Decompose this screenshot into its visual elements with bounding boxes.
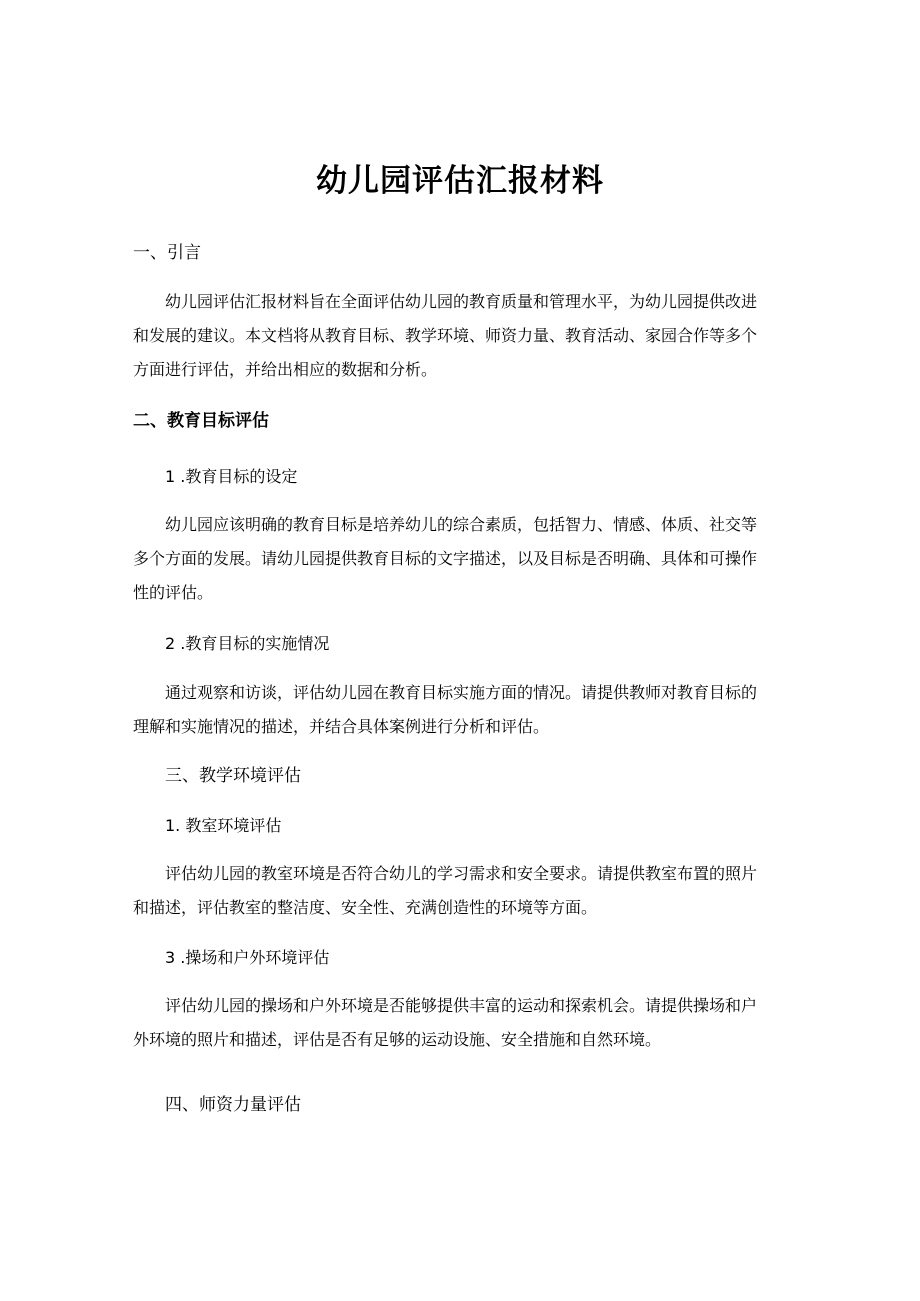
subheading-goal-setting: 1 .教育目标的设定	[165, 467, 298, 486]
paragraph-line: 幼儿园评估汇报材料旨在全面评估幼儿园的教育质量和管理水平，为幼儿园提供改进	[165, 292, 758, 311]
subheading-outdoor-environment: 3 .操场和户外环境评估	[165, 948, 330, 967]
paragraph-goal-implementation	[133, 676, 793, 744]
section-heading-education-goals: 二、教育目标评估	[133, 411, 269, 431]
paragraph-line: 外环境的照片和描述，评估是否有足够的运动设施、安全措施和自然环境。	[133, 1030, 662, 1049]
paragraph-introduction	[133, 285, 793, 387]
paragraph-line: 性的评估。	[133, 583, 214, 602]
paragraph-line: 和描述，评估教室的整洁度、安全性、充满创造性的环境等方面。	[133, 898, 598, 917]
paragraph-line: 评估幼儿园的教室环境是否符合幼儿的学习需求和安全要求。请提供教室布置的照片	[165, 864, 758, 883]
section-heading-teaching-staff: 四、师资力量评估	[165, 1095, 301, 1115]
document-title: 幼儿园评估汇报材料	[316, 163, 604, 198]
paragraph-line: 评估幼儿园的操场和户外环境是否能够提供丰富的运动和探索机会。请提供操场和户	[165, 996, 758, 1015]
paragraph-outdoor-environment	[133, 989, 793, 1057]
section-heading-teaching-environment: 三、教学环境评估	[165, 766, 301, 786]
paragraph-line: 多个方面的发展。请幼儿园提供教育目标的文字描述，以及目标是否明确、具体和可操作	[133, 549, 758, 568]
paragraph-line: 理解和实施情况的描述，并结合具体案例进行分析和评估。	[133, 717, 550, 736]
paragraph-line: 幼儿园应该明确的教育目标是培养幼儿的综合素质，包括智力、情感、体质、社交等	[165, 515, 758, 534]
paragraph-classroom-environment	[133, 857, 793, 925]
paragraph-goal-setting	[133, 508, 793, 610]
section-heading-introduction: 一、引言	[133, 243, 201, 263]
subheading-classroom-environment: 1. 教室环境评估	[165, 816, 282, 835]
subheading-goal-implementation: 2 .教育目标的实施情况	[165, 634, 330, 653]
paragraph-line: 通过观察和访谈，评估幼儿园在教育目标实施方面的情况。请提供教师对教育目标的	[165, 683, 758, 702]
paragraph-line: 方面进行评估，并给出相应的数据和分析。	[133, 360, 438, 379]
paragraph-line: 和发展的建议。本文档将从教育目标、教学环境、师资力量、教育活动、家园合作等多个	[133, 326, 758, 345]
